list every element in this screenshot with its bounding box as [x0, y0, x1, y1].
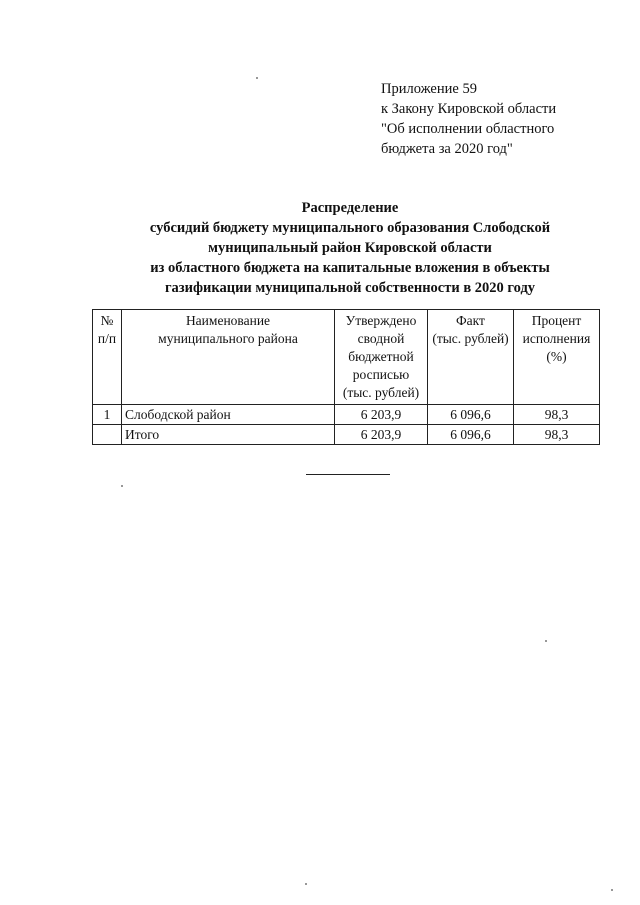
- header-text: (%): [546, 349, 567, 364]
- cell-approved: 6 203,9: [335, 425, 428, 445]
- header-text: муниципального района: [158, 331, 298, 346]
- title-line: субсидий бюджету муниципального образования Слободской: [149, 220, 551, 236]
- document-title: [60, 198, 640, 298]
- cell-percent: 98,3: [514, 405, 600, 425]
- header-text: Факт: [456, 313, 485, 328]
- table-row: [93, 405, 600, 425]
- header-text: сводной: [357, 331, 405, 346]
- title-line: из областного бюджета на капитальные вложения в объекты: [150, 260, 550, 276]
- cell-approved: 6 203,9: [335, 405, 428, 425]
- appendix-line: к Закону Кировской области: [381, 101, 557, 117]
- cell-district-name: Итого: [122, 425, 335, 445]
- header-district-name: [122, 310, 335, 405]
- appendix-line: "Об исполнении областного: [381, 121, 555, 137]
- table-total-row: [93, 425, 600, 445]
- header-number: [93, 310, 122, 405]
- cell-number: [93, 425, 122, 445]
- cell-fact: 6 096,6: [428, 425, 514, 445]
- title-line: муниципальный район Кировской области: [208, 240, 492, 256]
- scan-speck: [256, 77, 258, 79]
- appendix-reference: [381, 79, 556, 159]
- cell-district-name: Слободской район: [122, 405, 335, 425]
- appendix-line: бюджета за 2020 год": [381, 141, 513, 157]
- scan-speck: [611, 889, 613, 891]
- scan-speck: [545, 640, 547, 642]
- header-text: бюджетной: [348, 349, 414, 364]
- title-line: газификации муниципальной собственности в 2020 году: [164, 280, 536, 296]
- scan-speck: [305, 883, 307, 885]
- header-text: п/п: [97, 331, 117, 346]
- header-text: исполнения: [522, 331, 591, 346]
- header-text: (тыс. рублей): [432, 331, 509, 346]
- appendix-line: Приложение 59: [381, 81, 477, 97]
- header-approved: [335, 310, 428, 405]
- header-text: Утверждено: [345, 313, 417, 328]
- cell-percent: 98,3: [514, 425, 600, 445]
- title-line: Распределение: [301, 200, 399, 216]
- table-header-row: [93, 310, 600, 405]
- header-text: росписью: [352, 367, 410, 382]
- header-text: Процент: [531, 313, 582, 328]
- header-fact: [428, 310, 514, 405]
- header-percent: [514, 310, 600, 405]
- closing-rule: [306, 474, 390, 475]
- header-text: №: [100, 313, 114, 328]
- cell-fact: 6 096,6: [428, 405, 514, 425]
- cell-number: 1: [93, 405, 122, 425]
- scan-speck: [121, 485, 123, 487]
- header-text: (тыс. рублей): [342, 385, 420, 400]
- subsidy-table: [92, 309, 600, 445]
- header-text: Наименование: [185, 313, 271, 328]
